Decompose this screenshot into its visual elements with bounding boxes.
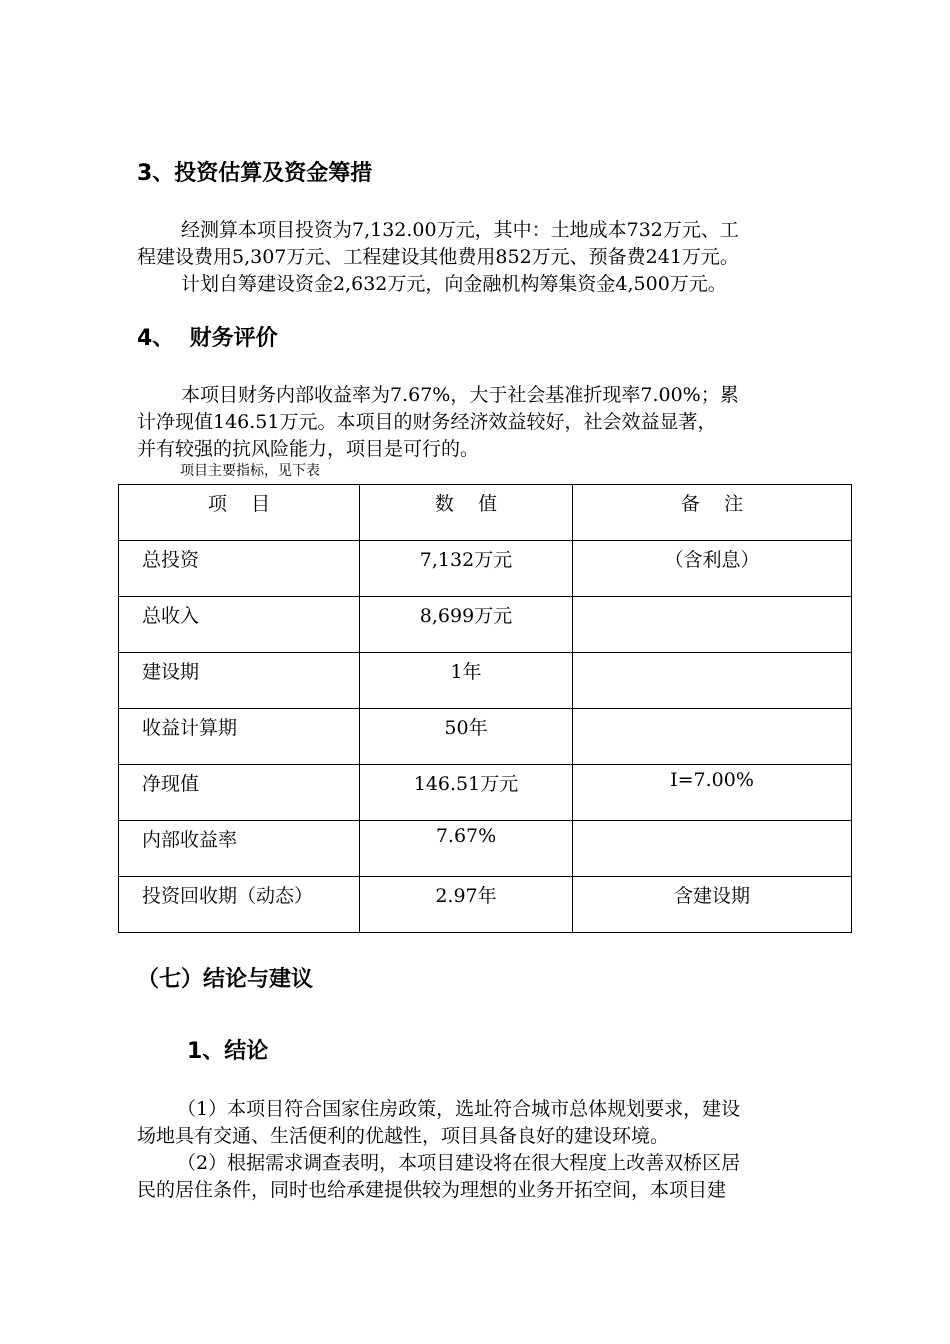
paragraph-line: 场地具有交通、生活便利的优越性，项目具备良好的建设环境。 (137, 1125, 670, 1147)
cell-text: 净现值 (142, 773, 200, 795)
table-cell (119, 709, 360, 765)
cell-text: 146.51万元 (413, 773, 519, 795)
table-cell (573, 541, 852, 597)
table-cell (360, 877, 573, 933)
section-4-heading: 4、 财务评价 (137, 326, 278, 351)
paragraph-line: （2）根据需求调查表明，本项目建设将在很大程度上改善双桥区居 (177, 1152, 741, 1174)
paragraph-line: 经测算本项目投资为7,132.00万元，其中：土地成本732万元、工 (181, 219, 739, 241)
cell-text: 内部收益率 (142, 829, 238, 851)
section-3-body (137, 217, 842, 298)
cell-text: 总收入 (142, 605, 200, 627)
key-indicators-table (118, 484, 852, 933)
paragraph-line: 计划自筹建设资金2,632万元，向金融机构筹集资金4,500万元。 (181, 273, 727, 295)
table-cell (360, 821, 573, 877)
table-cell (119, 821, 360, 877)
header-cell (360, 485, 573, 541)
cell-text: 7.67% (435, 825, 497, 847)
cell-text (573, 597, 851, 601)
table-cell (573, 653, 852, 709)
cell-text: 2.97年 (435, 885, 497, 907)
table-cell (119, 653, 360, 709)
table-row (119, 877, 852, 933)
section-3-heading: 3、投资估算及资金筹措 (137, 161, 373, 186)
table-cell (360, 709, 573, 765)
paragraph-line: 民的居住条件，同时也给承建提供较为理想的业务开拓空间，本项目建 (137, 1179, 727, 1201)
cell-text: 投资回收期（动态） (142, 885, 314, 907)
table-caption: 项目主要指标，见下表 (180, 463, 320, 479)
header-cell (573, 485, 852, 541)
table-header-row (119, 485, 852, 541)
table-row (119, 765, 852, 821)
table-row (119, 541, 852, 597)
table-row (119, 709, 852, 765)
table-cell (119, 765, 360, 821)
paragraph-line: 计净现值146.51万元。本项目的财务经济效益较好，社会效益显著， (137, 411, 717, 433)
section-4-body (137, 382, 842, 463)
cell-text: 项 目 (207, 493, 271, 515)
table-cell (573, 597, 852, 653)
cell-text: 数 值 (434, 493, 498, 515)
paragraph-line: 程建设费用5,307万元、工程建设其他费用852万元、预备费241万元。 (137, 246, 739, 268)
cell-text: 8,699万元 (419, 605, 513, 627)
cell-text: I=7.00% (670, 769, 754, 791)
table-cell (360, 765, 573, 821)
table-cell (119, 877, 360, 933)
cell-text: 1年 (450, 661, 482, 683)
table-cell (119, 541, 360, 597)
cell-text: 收益计算期 (142, 717, 238, 739)
cell-text: （含利息） (664, 549, 760, 571)
cell-text: 总投资 (142, 549, 200, 571)
header-cell (119, 485, 360, 541)
table-cell (360, 653, 573, 709)
cell-text: 备 注 (680, 493, 744, 515)
table-cell (573, 821, 852, 877)
paragraph-line: 并有较强的抗风险能力，项目是可行的。 (137, 438, 480, 460)
table-row (119, 821, 852, 877)
table-cell (573, 765, 852, 821)
cell-text (573, 821, 851, 825)
table-cell (360, 597, 573, 653)
table-row (119, 597, 852, 653)
cell-text: 7,132万元 (419, 549, 513, 571)
table-row (119, 653, 852, 709)
table-cell (573, 709, 852, 765)
conclusion-heading: 1、结论 (187, 1039, 269, 1064)
table-cell (119, 597, 360, 653)
cell-text: 建设期 (142, 661, 200, 683)
cell-text: 含建设期 (673, 885, 750, 907)
cell-text (573, 653, 851, 657)
section-7-heading: （七）结论与建议 (137, 967, 314, 992)
paragraph-line: 本项目财务内部收益率为7.67%，大于社会基准折现率7.00%；累 (181, 384, 739, 406)
table-cell (360, 541, 573, 597)
conclusion-body (137, 1096, 842, 1204)
table-cell (573, 877, 852, 933)
cell-text: 50年 (444, 717, 488, 739)
cell-text (573, 709, 851, 713)
paragraph-line: （1）本项目符合国家住房政策，选址符合城市总体规划要求，建设 (177, 1098, 741, 1120)
